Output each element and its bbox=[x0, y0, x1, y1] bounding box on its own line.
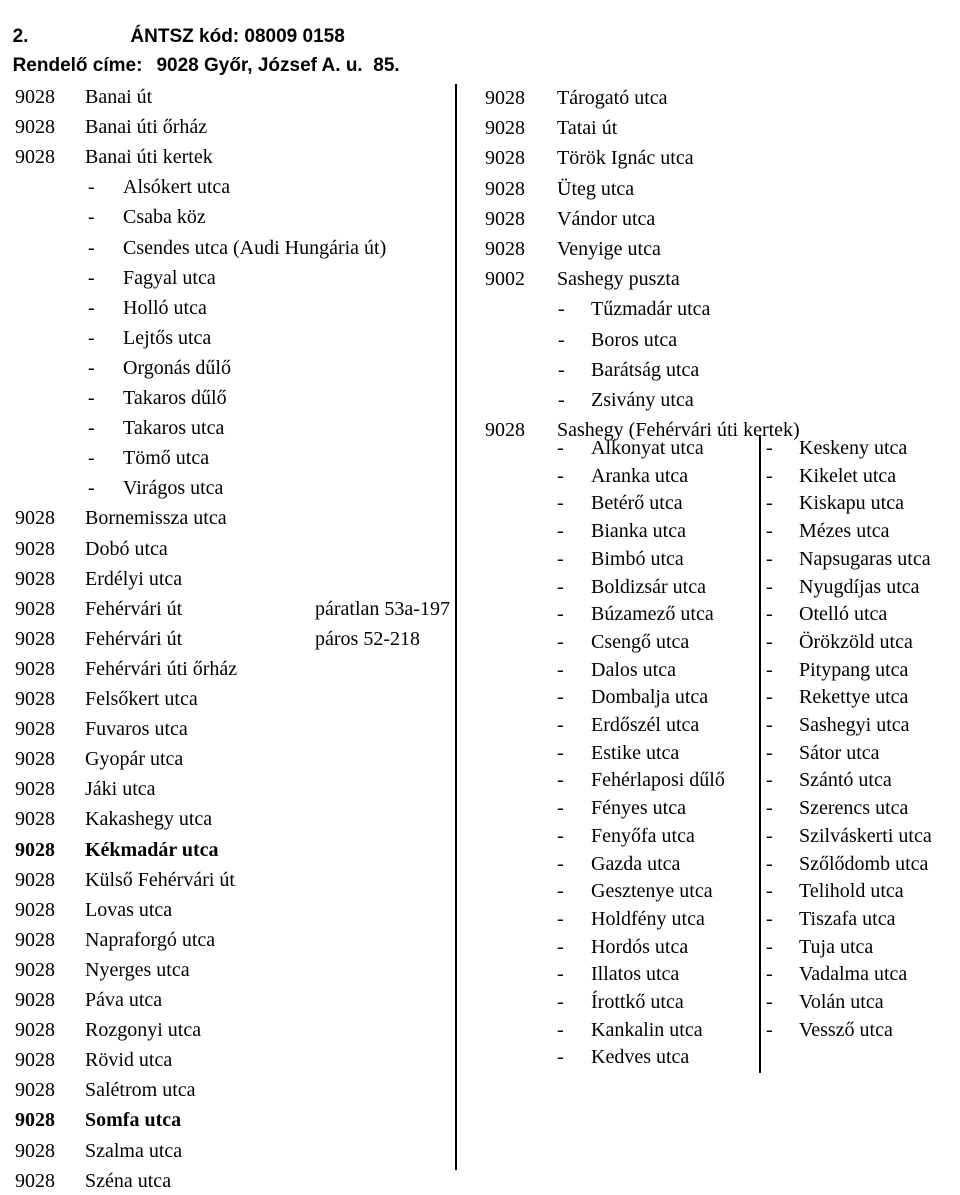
street-name: Csengő utca bbox=[591, 631, 690, 653]
street-name: Szőlődomb utca bbox=[799, 853, 929, 875]
street-name: Kedves utca bbox=[591, 1046, 690, 1068]
street-name: Gazda utca bbox=[591, 853, 681, 875]
list-item bbox=[15, 504, 455, 532]
postal-code: 9028 bbox=[485, 238, 525, 260]
list-item bbox=[15, 896, 455, 924]
dash-bullet: - bbox=[766, 714, 773, 736]
postal-code: 9028 bbox=[15, 869, 55, 891]
street-name: Otelló utca bbox=[799, 603, 888, 625]
list-item bbox=[15, 414, 455, 442]
list-item bbox=[485, 84, 925, 112]
street-name: Volán utca bbox=[799, 991, 884, 1013]
postal-code: 9028 bbox=[15, 568, 55, 590]
postal-code: 9028 bbox=[15, 146, 55, 168]
dash-bullet: - bbox=[557, 492, 564, 514]
street-name: Szilváskerti utca bbox=[799, 825, 932, 847]
street-name: Somfa utca bbox=[85, 1109, 182, 1131]
street-name: Gesztenye utca bbox=[591, 880, 713, 902]
street-name: Fehérvári út bbox=[85, 598, 183, 620]
dash-bullet: - bbox=[88, 327, 95, 349]
street-name: Sashegy (Fehérvári úti kertek) bbox=[557, 419, 800, 441]
street-name: Betérő utca bbox=[591, 492, 683, 514]
dash-bullet: - bbox=[557, 437, 564, 459]
street-name: Tiszafa utca bbox=[799, 908, 896, 930]
street-name: Vessző utca bbox=[799, 1019, 893, 1041]
clinic-address: 9028 Győr, József A. u. 85. bbox=[156, 55, 400, 76]
street-name: Szerencs utca bbox=[799, 797, 909, 819]
dash-bullet: - bbox=[557, 603, 564, 625]
dash-bullet: - bbox=[88, 297, 95, 319]
list-item bbox=[15, 866, 455, 894]
dash-bullet: - bbox=[766, 548, 773, 570]
postal-code: 9028 bbox=[15, 1019, 55, 1041]
street-name: Fenyőfa utca bbox=[591, 825, 695, 847]
postal-code: 9028 bbox=[15, 778, 55, 800]
street-name: Sashegyi utca bbox=[799, 714, 910, 736]
street-name: Alsókert utca bbox=[123, 176, 231, 198]
list-item bbox=[15, 113, 455, 141]
street-name: Aranka utca bbox=[591, 465, 689, 487]
street-name: Sashegy puszta bbox=[557, 268, 680, 290]
postal-code: 9028 bbox=[15, 86, 55, 108]
dash-bullet: - bbox=[766, 520, 773, 542]
dash-bullet: - bbox=[557, 686, 564, 708]
street-name: Lejtős utca bbox=[123, 327, 212, 349]
postal-code: 9028 bbox=[15, 839, 55, 861]
street-name: Bianka utca bbox=[591, 520, 686, 542]
dash-bullet: - bbox=[766, 825, 773, 847]
street-name: Kankalin utca bbox=[591, 1019, 703, 1041]
postal-code: 9028 bbox=[15, 1079, 55, 1101]
dash-bullet: - bbox=[766, 492, 773, 514]
list-item bbox=[485, 175, 925, 203]
clinic-address-label: Rendelő címe: bbox=[12, 55, 143, 76]
list-item bbox=[485, 235, 925, 263]
street-name: Orgonás dűlő bbox=[123, 357, 231, 379]
dash-bullet: - bbox=[557, 659, 564, 681]
street-name: Telihold utca bbox=[799, 880, 904, 902]
street-name: Szántó utca bbox=[799, 769, 892, 791]
street-name: Zsivány utca bbox=[591, 389, 694, 411]
list-item bbox=[485, 386, 925, 414]
dash-bullet: - bbox=[88, 417, 95, 439]
dash-bullet: - bbox=[557, 520, 564, 542]
street-name: Holdfény utca bbox=[591, 908, 705, 930]
dash-bullet: - bbox=[557, 963, 564, 985]
list-item bbox=[15, 474, 455, 502]
street-name: Vadalma utca bbox=[799, 963, 908, 985]
list-item bbox=[15, 805, 455, 833]
list-item bbox=[15, 655, 455, 683]
dash-bullet: - bbox=[557, 880, 564, 902]
list-item bbox=[485, 265, 925, 293]
street-name: Virágos utca bbox=[123, 477, 224, 499]
list-item bbox=[15, 143, 455, 171]
street-name: Szalma utca bbox=[85, 1140, 183, 1162]
postal-code: 9028 bbox=[485, 117, 525, 139]
dash-bullet: - bbox=[557, 465, 564, 487]
street-name: Fehérvári úti őrház bbox=[85, 658, 238, 680]
street-name: Boros utca bbox=[591, 329, 678, 351]
list-item bbox=[15, 986, 455, 1014]
street-name: Csaba köz bbox=[123, 206, 206, 228]
list-item bbox=[15, 956, 455, 984]
street-name: Vándor utca bbox=[557, 208, 656, 230]
postal-code: 9028 bbox=[485, 419, 525, 441]
street-name: Írottkő utca bbox=[591, 991, 684, 1013]
postal-code: 9002 bbox=[485, 268, 525, 290]
street-name: Boldizsár utca bbox=[591, 576, 706, 598]
section-number: 2. bbox=[12, 26, 29, 47]
street-name: Rozgonyi utca bbox=[85, 1019, 202, 1041]
antsz-code: ÁNTSZ kód: 08009 0158 bbox=[130, 26, 345, 47]
postal-code: 9028 bbox=[485, 147, 525, 169]
street-name: Bornemissza utca bbox=[85, 507, 227, 529]
street-name: Fehérvári út bbox=[85, 628, 183, 650]
street-name: Pitypang utca bbox=[799, 659, 909, 681]
list-item bbox=[15, 1076, 455, 1104]
dash-bullet: - bbox=[557, 1046, 564, 1068]
postal-code: 9028 bbox=[15, 507, 55, 529]
list-item bbox=[15, 354, 455, 382]
dash-bullet: - bbox=[557, 714, 564, 736]
street-name: Barátság utca bbox=[591, 359, 700, 381]
dash-bullet: - bbox=[88, 237, 95, 259]
street-name: Erdélyi utca bbox=[85, 568, 183, 590]
list-item bbox=[15, 745, 455, 773]
column-divider bbox=[455, 84, 457, 1170]
dash-bullet: - bbox=[557, 936, 564, 958]
street-name: Napsugaras utca bbox=[799, 548, 931, 570]
street-name: Venyige utca bbox=[557, 238, 661, 260]
dash-bullet: - bbox=[766, 659, 773, 681]
dash-bullet: - bbox=[766, 631, 773, 653]
dash-bullet: - bbox=[88, 357, 95, 379]
dash-bullet: - bbox=[557, 742, 564, 764]
street-name: Kiskapu utca bbox=[799, 492, 904, 514]
street-name: Jáki utca bbox=[85, 778, 156, 800]
dash-bullet: - bbox=[557, 1019, 564, 1041]
street-name: Bimbó utca bbox=[591, 548, 684, 570]
street-name: Fagyal utca bbox=[123, 267, 216, 289]
dash-bullet: - bbox=[766, 880, 773, 902]
list-item bbox=[15, 715, 455, 743]
postal-code: 9028 bbox=[485, 208, 525, 230]
list-item bbox=[15, 1016, 455, 1044]
dash-bullet: - bbox=[557, 576, 564, 598]
list-item bbox=[485, 205, 925, 233]
street-name: Takaros dűlő bbox=[123, 387, 227, 409]
list-item bbox=[15, 1046, 455, 1074]
header-line-2 bbox=[2, 33, 400, 77]
dash-bullet: - bbox=[766, 769, 773, 791]
street-name: Páva utca bbox=[85, 989, 163, 1011]
dash-bullet: - bbox=[558, 329, 565, 351]
postal-code: 9028 bbox=[485, 178, 525, 200]
postal-code: 9028 bbox=[15, 538, 55, 560]
street-name: Kikelet utca bbox=[799, 465, 897, 487]
street-name: Sátor utca bbox=[799, 742, 880, 764]
street-name: Tárogató utca bbox=[557, 87, 668, 109]
postal-code: 9028 bbox=[15, 628, 55, 650]
postal-code: 9028 bbox=[15, 598, 55, 620]
postal-code: 9028 bbox=[15, 748, 55, 770]
postal-code: 9028 bbox=[15, 1140, 55, 1162]
dash-bullet: - bbox=[766, 908, 773, 930]
dash-bullet: - bbox=[558, 298, 565, 320]
grid-divider bbox=[759, 435, 761, 1073]
list-item bbox=[485, 114, 925, 142]
street-name: Dobó utca bbox=[85, 538, 168, 560]
dash-bullet: - bbox=[88, 176, 95, 198]
street-name: Tuja utca bbox=[799, 936, 874, 958]
street-name: Holló utca bbox=[123, 297, 207, 319]
street-name: Fényes utca bbox=[591, 797, 686, 819]
street-name: Napraforgó utca bbox=[85, 929, 216, 951]
postal-code: 9028 bbox=[15, 1049, 55, 1071]
list-item bbox=[15, 775, 455, 803]
street-name: Tatai út bbox=[557, 117, 618, 139]
dash-bullet: - bbox=[88, 387, 95, 409]
list-item bbox=[15, 685, 455, 713]
dash-bullet: - bbox=[88, 477, 95, 499]
dash-bullet: - bbox=[766, 465, 773, 487]
list-item bbox=[15, 595, 455, 623]
street-name: Rövid utca bbox=[85, 1049, 173, 1071]
dash-bullet: - bbox=[766, 963, 773, 985]
dash-bullet: - bbox=[557, 825, 564, 847]
street-name: Mézes utca bbox=[799, 520, 890, 542]
postal-code: 9028 bbox=[15, 116, 55, 138]
postal-code: 9028 bbox=[15, 899, 55, 921]
street-name: Széna utca bbox=[85, 1170, 172, 1192]
postal-code: 9028 bbox=[485, 87, 525, 109]
street-name: Estike utca bbox=[591, 742, 680, 764]
street-name: Illatos utca bbox=[591, 963, 680, 985]
list-item bbox=[15, 264, 455, 292]
street-name: Keskeny utca bbox=[799, 437, 908, 459]
dash-bullet: - bbox=[557, 769, 564, 791]
dash-bullet: - bbox=[766, 686, 773, 708]
street-name: Nyerges utca bbox=[85, 959, 190, 981]
dash-bullet: - bbox=[766, 603, 773, 625]
street-name: Felsőkert utca bbox=[85, 688, 198, 710]
dash-bullet: - bbox=[557, 797, 564, 819]
postal-code: 9028 bbox=[15, 989, 55, 1011]
street-name: Alkonyat utca bbox=[591, 437, 704, 459]
dash-bullet: - bbox=[557, 853, 564, 875]
street-name: Örökzöld utca bbox=[799, 631, 913, 653]
street-name: Kékmadár utca bbox=[85, 839, 219, 861]
dash-bullet: - bbox=[766, 936, 773, 958]
list-item bbox=[485, 326, 925, 354]
list-item bbox=[15, 173, 455, 201]
street-name: Török Ignác utca bbox=[557, 147, 694, 169]
street-name: Takaros utca bbox=[123, 417, 225, 439]
dash-bullet: - bbox=[766, 797, 773, 819]
list-item bbox=[485, 144, 925, 172]
dash-bullet: - bbox=[558, 389, 565, 411]
dash-bullet: - bbox=[766, 742, 773, 764]
street-name: Gyopár utca bbox=[85, 748, 184, 770]
street-name: Üteg utca bbox=[557, 178, 635, 200]
house-number-range: páros 52-218 bbox=[315, 628, 420, 650]
list-item bbox=[15, 83, 455, 111]
list-item bbox=[15, 926, 455, 954]
street-name: Hordós utca bbox=[591, 936, 689, 958]
list-item bbox=[15, 384, 455, 412]
dash-bullet: - bbox=[557, 908, 564, 930]
postal-code: 9028 bbox=[15, 718, 55, 740]
dash-bullet: - bbox=[766, 437, 773, 459]
street-name: Lovas utca bbox=[85, 899, 173, 921]
street-name: Búzamező utca bbox=[591, 603, 714, 625]
street-name: Erdőszél utca bbox=[591, 714, 700, 736]
list-item bbox=[15, 324, 455, 352]
postal-code: 9028 bbox=[15, 1170, 55, 1192]
house-number-range: páratlan 53a-197 bbox=[315, 598, 450, 620]
street-name: Dombalja utca bbox=[591, 686, 709, 708]
dash-bullet: - bbox=[766, 576, 773, 598]
list-item bbox=[15, 836, 455, 864]
dash-bullet: - bbox=[88, 447, 95, 469]
dash-bullet: - bbox=[766, 991, 773, 1013]
street-name: Külső Fehérvári út bbox=[85, 869, 235, 891]
list-item bbox=[485, 295, 925, 323]
street-name: Banai úti őrház bbox=[85, 116, 208, 138]
street-name: Fuvaros utca bbox=[85, 718, 188, 740]
list-item bbox=[15, 294, 455, 322]
dash-bullet: - bbox=[88, 206, 95, 228]
street-name: Tűzmadár utca bbox=[591, 298, 711, 320]
street-name: Dalos utca bbox=[591, 659, 676, 681]
list-item bbox=[15, 234, 455, 262]
list-item bbox=[15, 565, 455, 593]
list-item bbox=[15, 1137, 455, 1165]
postal-code: 9028 bbox=[15, 658, 55, 680]
list-item bbox=[15, 444, 455, 472]
dash-bullet: - bbox=[557, 548, 564, 570]
list-item bbox=[15, 1106, 455, 1134]
dash-bullet: - bbox=[766, 1019, 773, 1041]
street-name: Nyugdíjas utca bbox=[799, 576, 920, 598]
list-item bbox=[485, 356, 925, 384]
postal-code: 9028 bbox=[15, 959, 55, 981]
street-name: Fehérlaposi dűlő bbox=[591, 769, 725, 791]
street-name: Kakashegy utca bbox=[85, 808, 213, 830]
postal-code: 9028 bbox=[15, 808, 55, 830]
dash-bullet: - bbox=[766, 853, 773, 875]
postal-code: 9028 bbox=[15, 688, 55, 710]
postal-code: 9028 bbox=[15, 929, 55, 951]
street-name: Tömő utca bbox=[123, 447, 210, 469]
list-item bbox=[15, 203, 455, 231]
list-item bbox=[15, 625, 455, 653]
list-item bbox=[15, 1167, 455, 1195]
dash-bullet: - bbox=[88, 267, 95, 289]
street-name: Banai úti kertek bbox=[85, 146, 213, 168]
dash-bullet: - bbox=[557, 991, 564, 1013]
list-item bbox=[15, 535, 455, 563]
street-name: Banai út bbox=[85, 86, 153, 108]
dash-bullet: - bbox=[558, 359, 565, 381]
street-name: Rekettye utca bbox=[799, 686, 909, 708]
dash-bullet: - bbox=[557, 631, 564, 653]
street-name: Csendes utca (Audi Hungária út) bbox=[123, 237, 387, 259]
postal-code: 9028 bbox=[15, 1109, 55, 1131]
street-name: Salétrom utca bbox=[85, 1079, 196, 1101]
